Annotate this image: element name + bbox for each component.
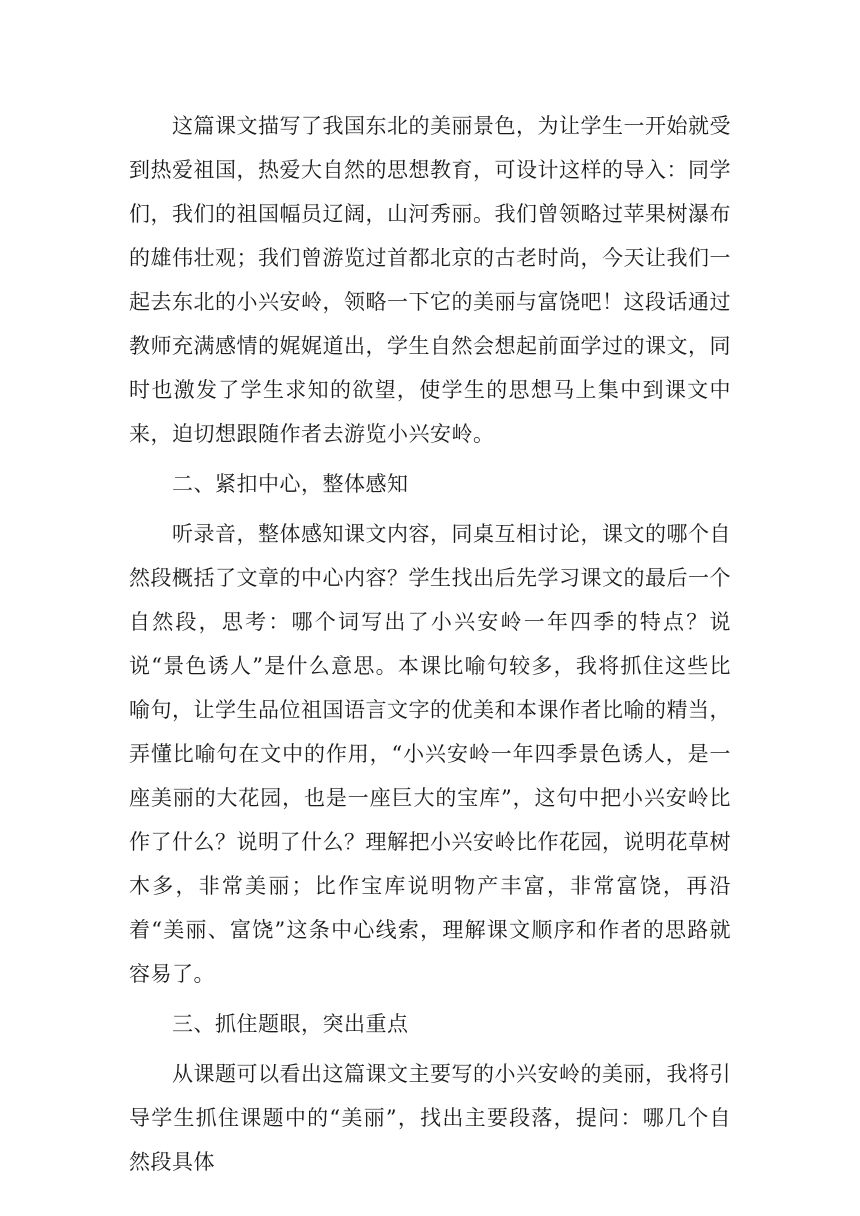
paragraph-key-points: 从课题可以看出这篇课文主要写的小兴安岭的美丽，我将引导学生抓住课题中的“美丽”，找出主要段落，提问：哪几个自然段具体	[129, 1062, 731, 1174]
section-heading-3: 三、抓住题眼，突出重点	[172, 1012, 409, 1036]
paragraph-intro: 这篇课文描写了我国东北的美丽景色，为让学生一开始就受到热爱祖国，热爱大自然的思想教育，可设计这样的导入：同学们，我们的祖国幅员辽阔，山河秀丽。我们曾领略过苹果树瀑布的雄伟壮观；我们曾游览过首都北京的古老时尚，今天让我们一起去东北的小兴安岭，领略一下它的美丽与富饶吧！这段话通过教师充满感情的娓娓道出，学生自然会想起前面学过的课文，同时也激发了学生求知的欲望，使学生的思想马上集中到课文中来，迫切想跟随作者去游览小兴安岭。	[129, 114, 731, 446]
document-body	[129, 104, 731, 1190]
paragraph-overall-perception: 听录音，整体感知课文内容，同桌互相讨论，课文的哪个自然段概括了文章的中心内容？学生找出后先学习课文的最后一个自然段，思考：哪个词写出了小兴安岭一年四季的特点？说说“景色诱人”是什么意思。本课比喻句较多，我将抓住这些比喻句，让学生品位祖国语言文字的优美和本课作者比喻的精当，弄懂比喻句在文中的作用，“小兴安岭一年四季景色诱人，是一座美丽的大花园，也是一座巨大的宝库”，这句中把小兴安岭比作了什么？说明了什么？理解把小兴安岭比作花园，说明花草树木多，非常美丽；比作宝库说明物产丰富，非常富饶，再沿着“美丽、富饶”这条中心线索，理解课文顺序和作者的思路就容易了。	[129, 522, 731, 986]
section-heading-2: 二、紧扣中心，整体感知	[172, 472, 409, 496]
